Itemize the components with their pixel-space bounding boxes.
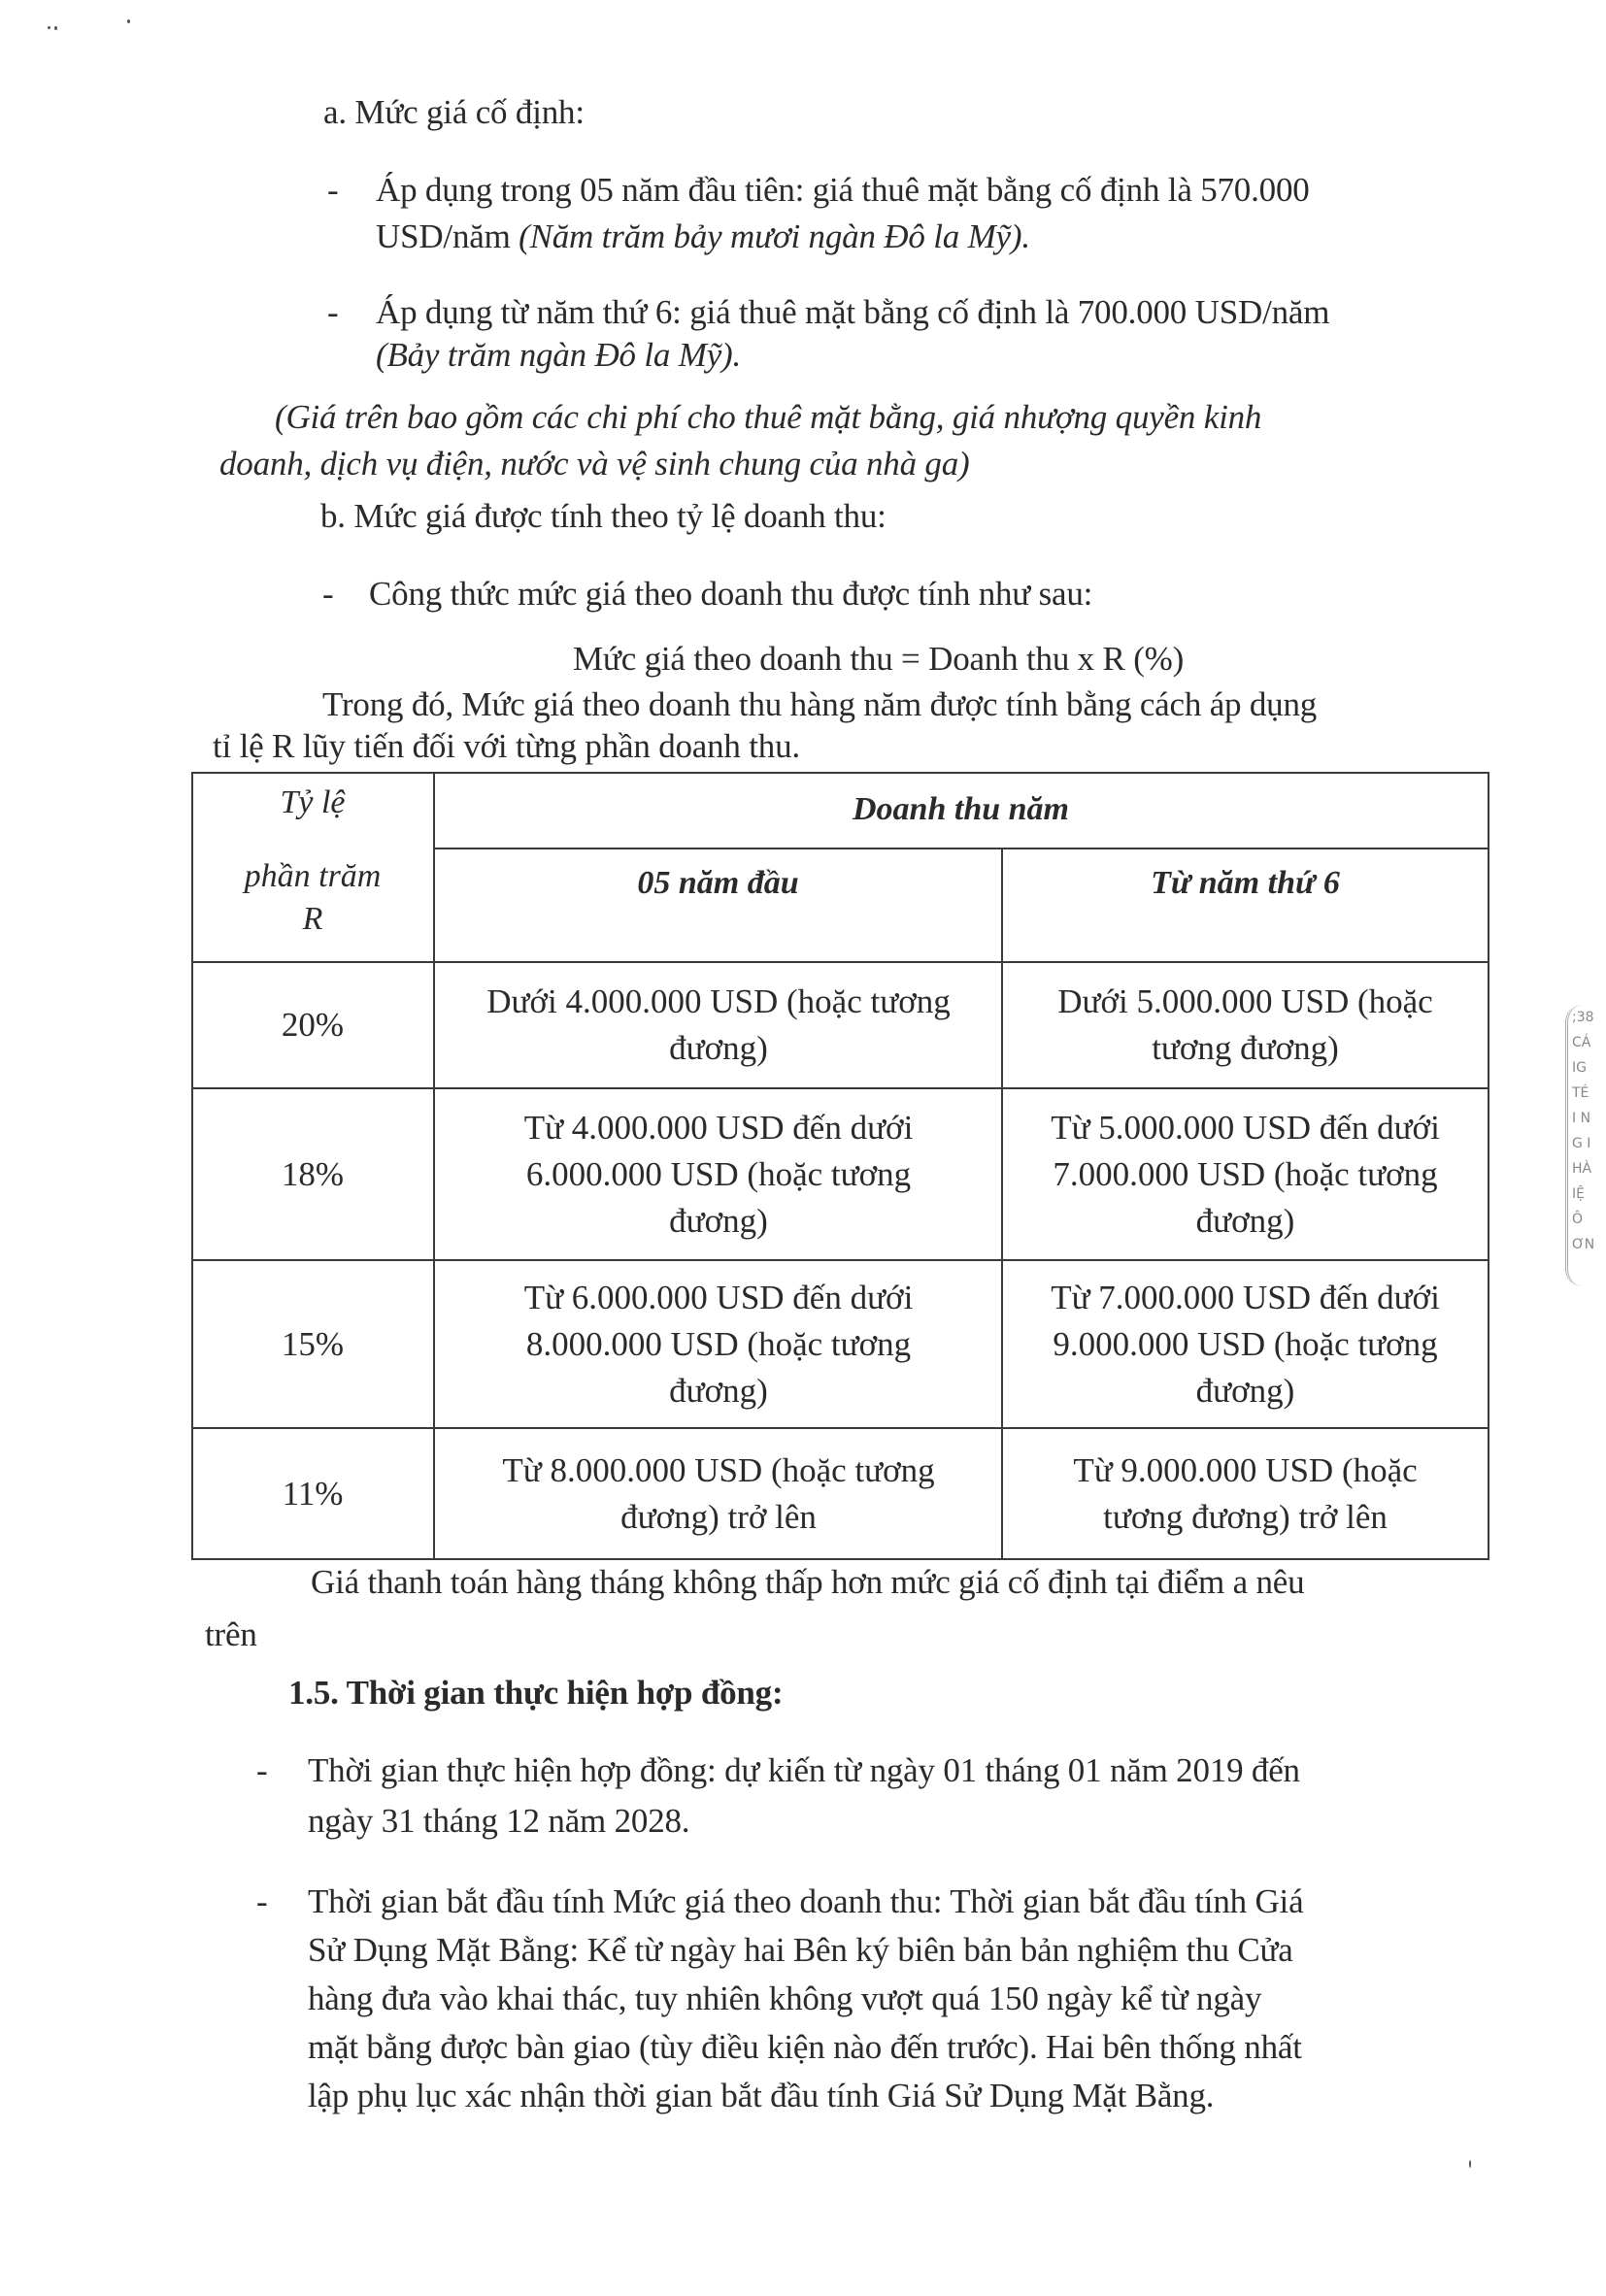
first-5-years-cell: [435, 1089, 1002, 1259]
header-rate-line2: phần trăm: [244, 858, 382, 894]
rate-cell: 15%: [281, 1324, 345, 1363]
stamp-text: Ô: [1572, 1212, 1584, 1227]
stamp-text: ƠN: [1572, 1237, 1595, 1252]
section-1-5-bullet1-line1: Thời gian thực hiện hợp đồng: dự kiến từ ngày 01 tháng 01 năm 2019 đến: [308, 1751, 1300, 1789]
first-5-years-cell-line: đương): [669, 1201, 768, 1240]
section-1-5-bullet1-line2: ngày 31 tháng 12 năm 2028.: [308, 1802, 690, 1840]
bullet1-amount-words: (Năm trăm bảy mươi ngàn Đô la Mỹ).: [519, 217, 1030, 255]
first-5-years-cell-line: Từ 4.000.000 USD đến dưới: [523, 1108, 914, 1147]
from-year-6-cell-line: Dưới 5.000.000 USD (hoặc: [1057, 982, 1433, 1020]
section-a-heading: a. Mức giá cố định:: [323, 93, 585, 131]
from-year-6-cell-line: Từ 9.000.000 USD (hoặc: [1073, 1450, 1418, 1489]
first-5-years-cell-line: Từ 6.000.000 USD đến dưới: [523, 1278, 914, 1316]
section-b-explain-line2: tỉ lệ R lũy tiến đối với từng phần doanh thu.: [213, 727, 800, 765]
header-rate-line1: Tỷ lệ: [280, 784, 346, 820]
section-a-bullet1-line2: [376, 214, 1030, 260]
first-5-years-cell: [435, 963, 1002, 1087]
stamp-text: IỆ: [1572, 1186, 1585, 1202]
revenue-formula: Mức giá theo doanh thu = Doanh thu x R (%): [573, 640, 1185, 678]
table-border-right: [1488, 772, 1489, 1560]
stamp-text: G I: [1572, 1136, 1591, 1151]
after-table-line1: Giá thanh toán hàng tháng không thấp hơn mức giá cố định tại điểm a nêu: [311, 1563, 1305, 1601]
section-1-5-bullet2-line: lập phụ lục xác nhận thời gian bắt đầu tính Giá Sử Dụng Mặt Bằng.: [308, 2077, 1215, 2114]
section-a-bullet2-line2: (Bảy trăm ngàn Đô la Mỹ).: [376, 336, 742, 374]
first-5-years-cell-line: đương): [669, 1029, 768, 1067]
bullet-dash: -: [327, 171, 339, 209]
stamp-text: I N: [1572, 1111, 1591, 1126]
stamp-text: ;38: [1572, 1010, 1594, 1025]
from-year-6-cell-line: 9.000.000 USD (hoặc tương: [1053, 1324, 1438, 1363]
revenue-rate-table: [191, 772, 1489, 1560]
rate-cell: 18%: [281, 1154, 345, 1193]
header-rate: [191, 772, 434, 961]
section-b-heading: b. Mức giá được tính theo tỷ lệ doanh thu:: [320, 497, 887, 535]
rate-cell: 11%: [282, 1474, 344, 1513]
section-1-5-bullet2-line: Thời gian bắt đầu tính Mức giá theo doanh thu: Thời gian bắt đầu tính Giá: [308, 1882, 1304, 1920]
first-5-years-cell: [435, 1429, 1002, 1558]
scan-speck: [1469, 2160, 1471, 2168]
section-b-bullet1: Công thức mức giá theo doanh thu được tính như sau:: [369, 575, 1093, 613]
first-5-years-cell-line: 6.000.000 USD (hoặc tương: [525, 1154, 912, 1193]
header-rate-line3: R: [302, 901, 323, 937]
section-1-5-heading: 1.5. Thời gian thực hiện hợp đồng:: [288, 1674, 784, 1712]
section-a-bullet2-line1: Áp dụng từ năm thứ 6: giá thuê mặt bằng cố định là 700.000 USD/năm: [376, 293, 1330, 331]
bullet-dash: -: [327, 293, 339, 331]
from-year-6-cell-line: tương đương): [1152, 1029, 1339, 1067]
section-a-bullet1-line1: Áp dụng trong 05 năm đầu tiên: giá thuê mặt bằng cố định là 570.000: [376, 171, 1310, 209]
from-year-6-cell-line: 7.000.000 USD (hoặc tương: [1053, 1154, 1438, 1193]
from-year-6-cell: [1003, 1089, 1488, 1259]
from-year-6-cell-line: đương): [1195, 1201, 1295, 1240]
from-year-6-cell: [1003, 1261, 1488, 1427]
stamp-text: IG: [1572, 1060, 1587, 1076]
after-table-line2: trên: [205, 1615, 257, 1653]
section-a-note-line2: doanh, dịch vụ điện, nước và vệ sinh chung của nhà ga): [219, 445, 970, 482]
bullet-dash: -: [256, 1751, 268, 1789]
from-year-6-cell-line: đương): [1195, 1371, 1295, 1410]
first-5-years-cell-line: đương): [669, 1371, 768, 1410]
bullet-dash: -: [256, 1882, 268, 1920]
bullet-dash: -: [322, 575, 334, 613]
from-year-6-cell: [1003, 963, 1488, 1087]
rate-cell: 20%: [281, 1006, 345, 1044]
first-5-years-cell-line: 8.000.000 USD (hoặc tương: [525, 1324, 912, 1363]
section-a-note-line1: (Giá trên bao gồm các chi phí cho thuê mặt bằng, giá nhượng quyền kinh: [275, 398, 1262, 436]
first-5-years-cell-line: đương) trở lên: [620, 1497, 817, 1536]
first-5-years-cell: [435, 1261, 1002, 1427]
bullet1-amount-unit: USD/năm: [376, 217, 519, 255]
from-year-6-cell-line: tương đương) trở lên: [1103, 1497, 1388, 1536]
from-year-6-cell: [1003, 1429, 1488, 1558]
margin-stamp: [1565, 1005, 1606, 1286]
section-1-5-bullet2-line: Sử Dụng Mặt Bằng: Kể từ ngày hai Bên ký biên bản bản nghiệm thu Cửa: [308, 1931, 1293, 1969]
section-1-5-bullet2-line: mặt bằng được bàn giao (tùy điều kiện nào đến trước). Hai bên thống nhất: [308, 2028, 1302, 2066]
first-5-years-cell-line: Dưới 4.000.000 USD (hoặc tương: [486, 982, 951, 1020]
stamp-text: CÁ: [1572, 1035, 1591, 1050]
scan-speck: [127, 19, 130, 23]
section-1-5-bullet2-line: hàng đưa vào khai thác, tuy nhiên không vượt quá 150 ngày kể từ ngày: [308, 1980, 1262, 2017]
from-year-6-cell-line: Từ 7.000.000 USD đến dưới: [1051, 1278, 1440, 1316]
header-revenue: Doanh thu năm: [853, 791, 1069, 827]
header-from-year-6: Từ năm thứ 6: [1151, 865, 1340, 901]
stamp-text: TÉ: [1572, 1085, 1589, 1101]
scan-speck: [48, 26, 50, 29]
from-year-6-cell-line: Từ 5.000.000 USD đến dưới: [1051, 1108, 1440, 1147]
scan-speck: [54, 26, 57, 30]
stamp-text: HÀ: [1572, 1161, 1592, 1177]
first-5-years-cell-line: Từ 8.000.000 USD (hoặc tương: [502, 1450, 935, 1489]
header-first-5-years: 05 năm đầu: [637, 865, 799, 901]
section-b-explain-line1: Trong đó, Mức giá theo doanh thu hàng năm được tính bằng cách áp dụng: [322, 685, 1318, 723]
